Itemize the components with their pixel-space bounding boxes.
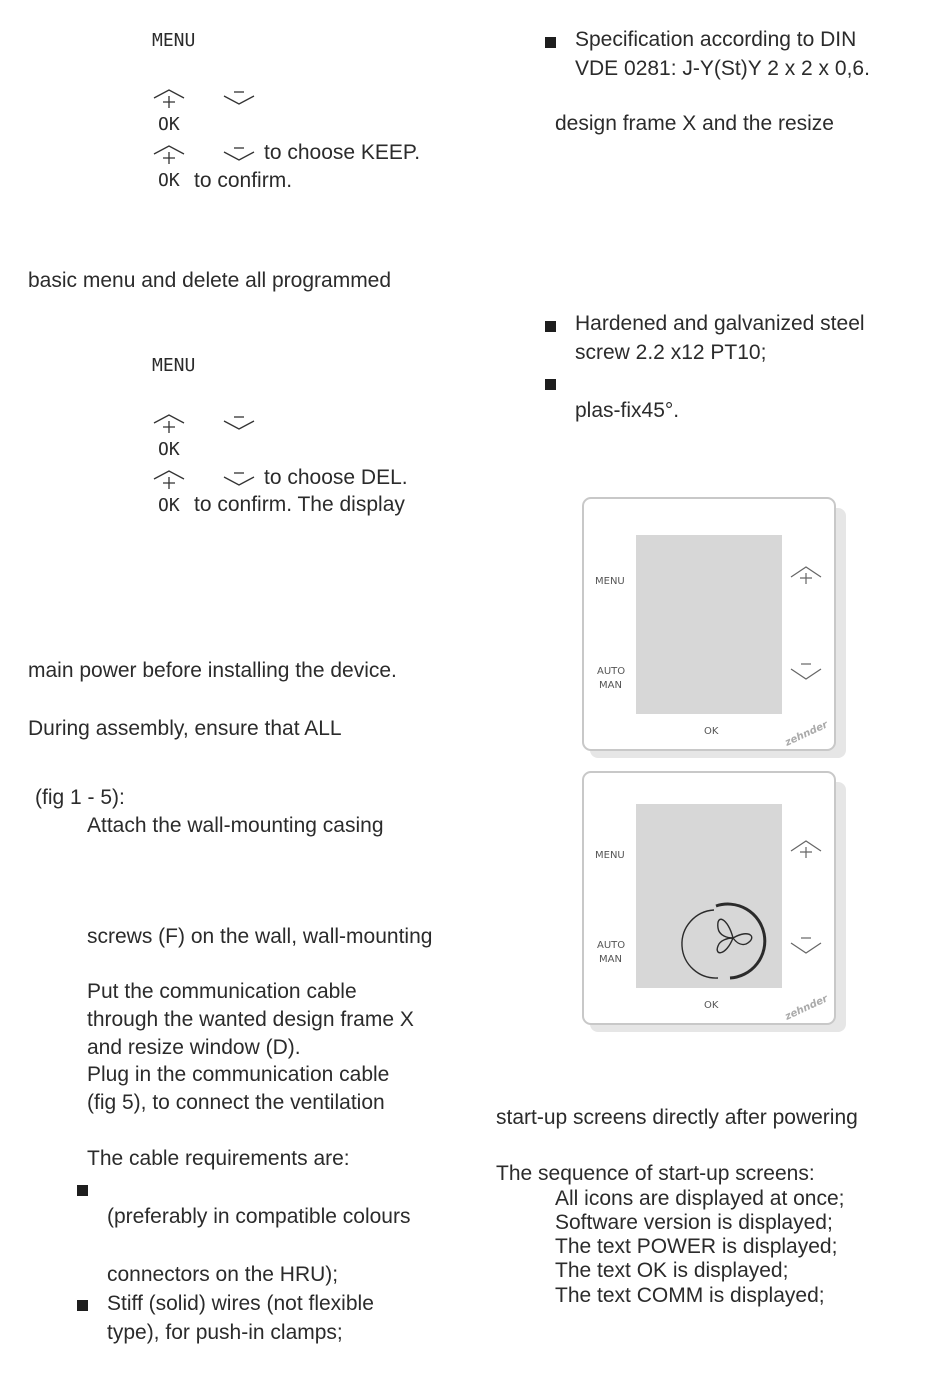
keep-instruction: to choose KEEP. xyxy=(264,141,421,164)
sequence-item: All icons are displayed at once; xyxy=(555,1187,845,1210)
up-plus-icon xyxy=(152,469,188,491)
device-auto-label: AUTO xyxy=(597,666,626,677)
sequence-heading: The sequence of start-up screens: xyxy=(496,1162,815,1185)
up-plus-icon xyxy=(152,144,188,166)
device-man-label: MAN xyxy=(599,954,622,965)
bullet-square-icon xyxy=(77,1300,88,1311)
spec-text-2: VDE 0281: J-Y(St)Y 2 x 2 x 0,6. xyxy=(575,57,870,80)
device-ok-label: OK xyxy=(704,726,719,737)
up-plus-icon xyxy=(152,413,188,435)
design-frame-text: design frame X and the resize xyxy=(555,112,834,135)
ok-key-label: OK xyxy=(158,439,180,460)
stiff-wires-text-1: Stiff (solid) wires (not flexible xyxy=(107,1292,374,1315)
brand-logo: zehnder xyxy=(783,993,830,1023)
confirm-text: to confirm. xyxy=(194,169,293,192)
hardened-text-2: screw 2.2 x12 PT10; xyxy=(575,341,767,364)
basic-menu-text: basic menu and delete all programmed xyxy=(28,269,392,292)
device-menu-label: MENU xyxy=(595,576,625,587)
down-minus-icon xyxy=(222,88,258,110)
hardened-text-1: Hardened and galvanized steel xyxy=(575,312,865,335)
sequence-item: The text COMM is displayed; xyxy=(555,1284,825,1307)
fig-reference: (fig 1 - 5): xyxy=(35,786,125,809)
bullet-square-icon xyxy=(545,37,556,48)
del-instruction: to choose DEL. xyxy=(264,466,408,489)
bullet-square-icon xyxy=(545,379,556,390)
controller-device-illustration xyxy=(578,494,850,762)
plug-cable-text-1: Plug in the communication cable xyxy=(87,1063,390,1086)
controller-device-illustration xyxy=(578,768,850,1036)
put-cable-text-2: through the wanted design frame X xyxy=(87,1008,414,1031)
stiff-wires-text-2: type), for push-in clamps; xyxy=(107,1321,343,1344)
device-ok-label: OK xyxy=(704,1000,719,1011)
down-minus-icon xyxy=(222,469,258,491)
ok-key-label: OK xyxy=(158,170,180,191)
put-cable-text-3: and resize window (D). xyxy=(87,1036,301,1059)
sequence-item: Software version is displayed; xyxy=(555,1211,833,1234)
device-man-label: MAN xyxy=(599,680,622,691)
down-minus-icon xyxy=(222,413,258,435)
down-minus-icon xyxy=(222,144,258,166)
connectors-text: connectors on the HRU); xyxy=(107,1263,339,1286)
menu-key-label: MENU xyxy=(152,30,196,51)
cable-requirements-heading: The cable requirements are: xyxy=(87,1147,350,1170)
put-cable-text-1: Put the communication cable xyxy=(87,980,357,1003)
bullet-square-icon xyxy=(77,1185,88,1196)
sequence-item: The text POWER is displayed; xyxy=(555,1235,838,1258)
assembly-text: During assembly, ensure that ALL xyxy=(28,717,342,740)
confirm-display-text: to confirm. The display xyxy=(194,493,405,516)
attach-text: Attach the wall-mounting casing xyxy=(87,814,384,837)
device-menu-label: MENU xyxy=(595,850,625,861)
main-power-text: main power before installing the device. xyxy=(28,659,397,682)
ok-key-label: OK xyxy=(158,114,180,135)
screws-text: screws (F) on the wall, wall-mounting xyxy=(87,925,433,948)
device-screen xyxy=(636,535,782,714)
ok-key-label: OK xyxy=(158,495,180,516)
plug-cable-text-2: (fig 5), to connect the ventilation xyxy=(87,1091,385,1114)
sequence-item: The text OK is displayed; xyxy=(555,1259,789,1282)
startup-text: start-up screens directly after powering xyxy=(496,1106,858,1129)
bullet-square-icon xyxy=(545,321,556,332)
spec-text-1: Specification according to DIN xyxy=(575,28,857,51)
brand-logo: zehnder xyxy=(783,719,830,749)
preferably-text: (preferably in compatible colours xyxy=(107,1205,411,1228)
plas-fix-text: plas-fix45°. xyxy=(575,399,680,422)
device-auto-label: AUTO xyxy=(597,940,626,951)
up-plus-icon xyxy=(152,88,188,110)
menu-key-label: MENU xyxy=(152,355,196,376)
